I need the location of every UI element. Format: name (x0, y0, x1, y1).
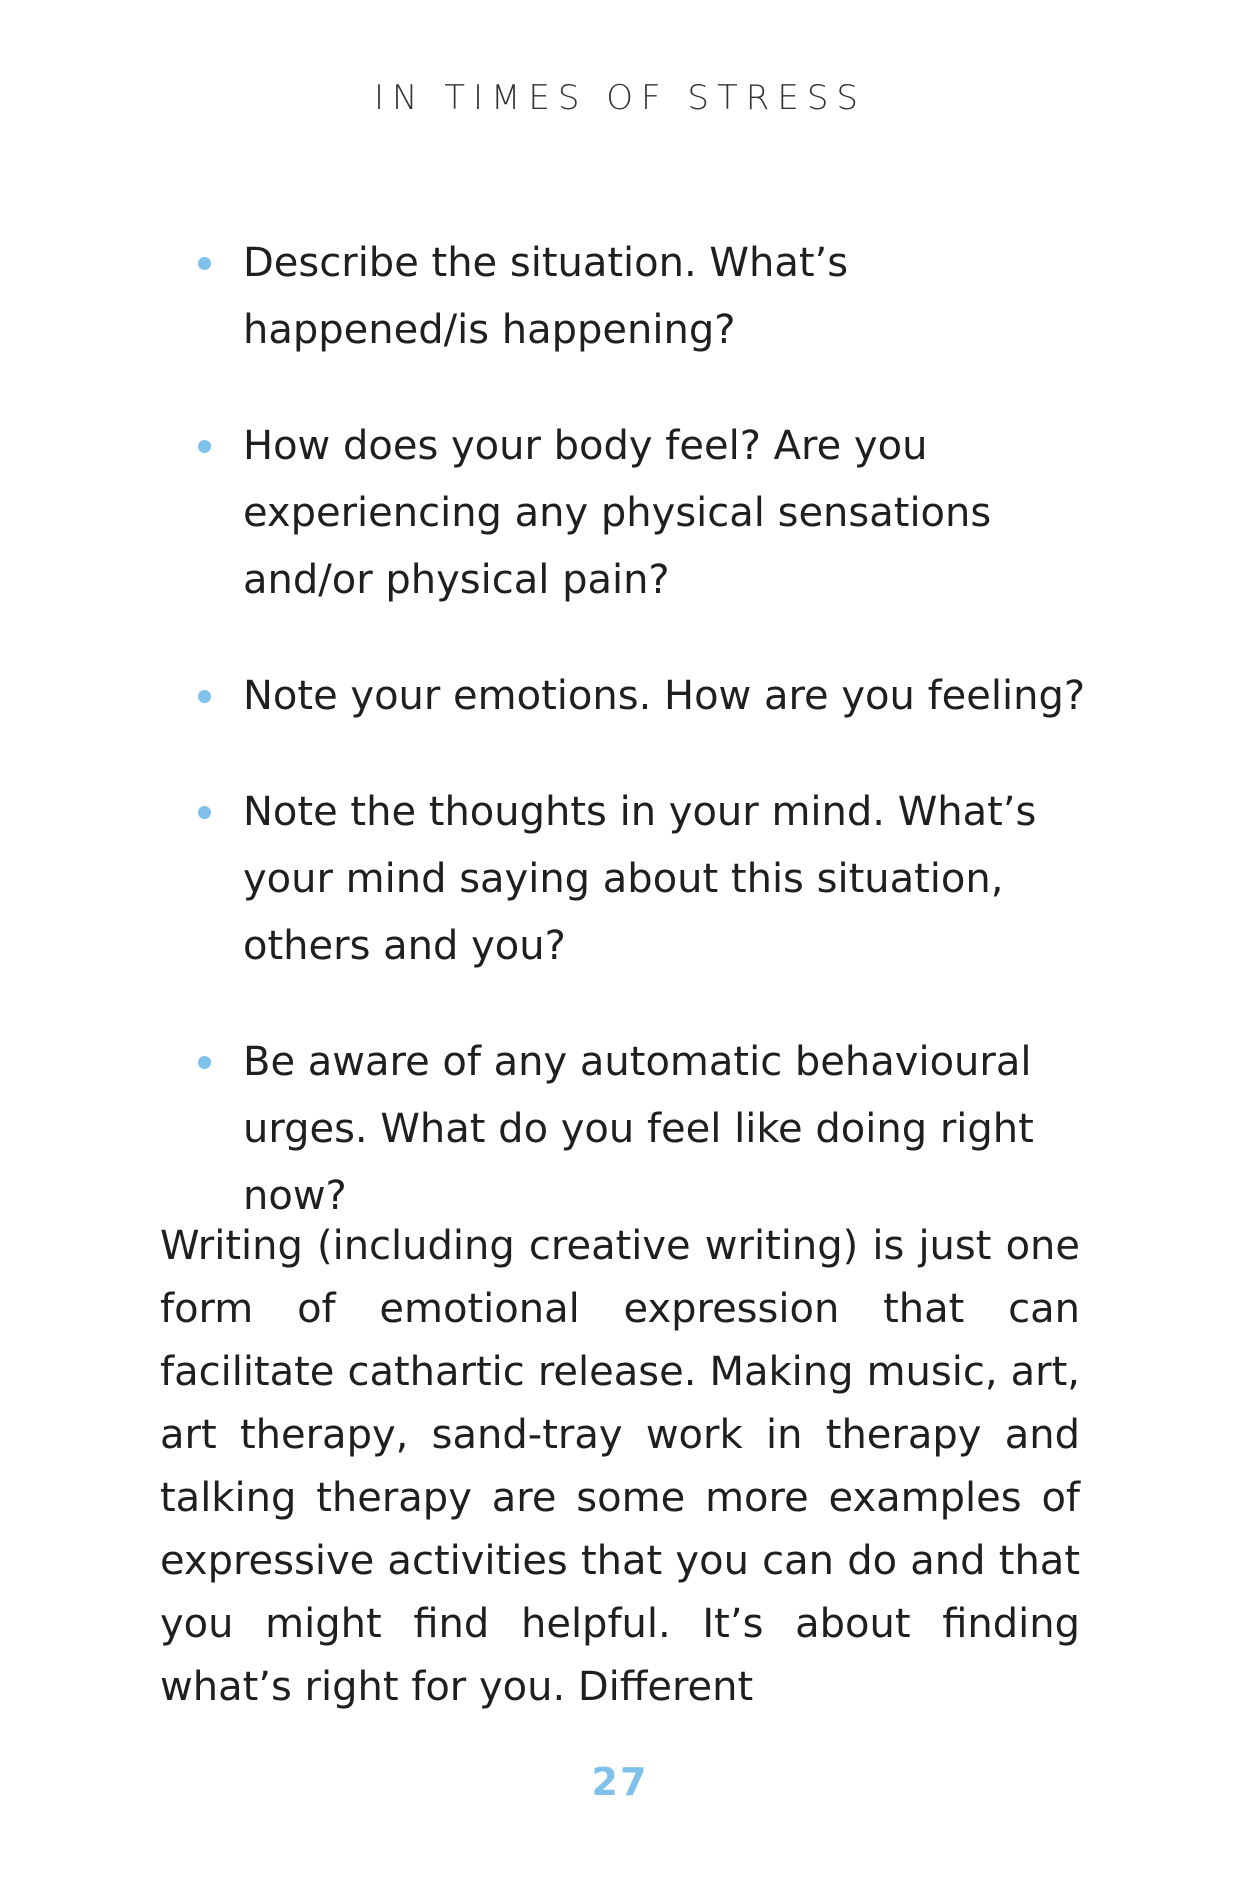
bullet-dot-icon (198, 1056, 211, 1069)
list-item (198, 413, 1098, 614)
running-head: IN TIMES OF STRESS (373, 78, 867, 118)
list-item (198, 230, 1098, 364)
list-item-text: Note the thoughts in your mind. What’s your mind saying about this situation, others and you? (243, 789, 1037, 969)
list-item (198, 779, 1098, 980)
page-number: 27 (591, 1760, 649, 1804)
bullet-dot-icon (198, 440, 211, 453)
reflection-prompt-list (198, 230, 1098, 1279)
list-item-text: Describe the situation. What’s happened/is happening? (243, 240, 849, 353)
bullet-dot-icon (198, 257, 211, 270)
bullet-dot-icon (198, 806, 211, 819)
body-paragraph: Writing (including creative writing) is just one form of emotional expression that can facilitate cathartic release. Making music, art, art therapy, sand-tray work in therapy and talking therapy are some more examples of expressive activities that you can do and that you might find helpful. It’s about finding what’s right for you. Different (160, 1223, 1080, 1710)
list-item-text: How does your body feel? Are you experiencing any physical sensations and/or physical pain? (243, 423, 992, 603)
list-item (198, 663, 1098, 730)
list-item-text: Be aware of any automatic behavioural urges. What do you feel like doing right now? (243, 1039, 1034, 1219)
list-item (198, 1029, 1098, 1230)
list-item-text: Note your emotions. How are you feeling? (243, 673, 1086, 719)
bullet-dot-icon (198, 690, 211, 703)
